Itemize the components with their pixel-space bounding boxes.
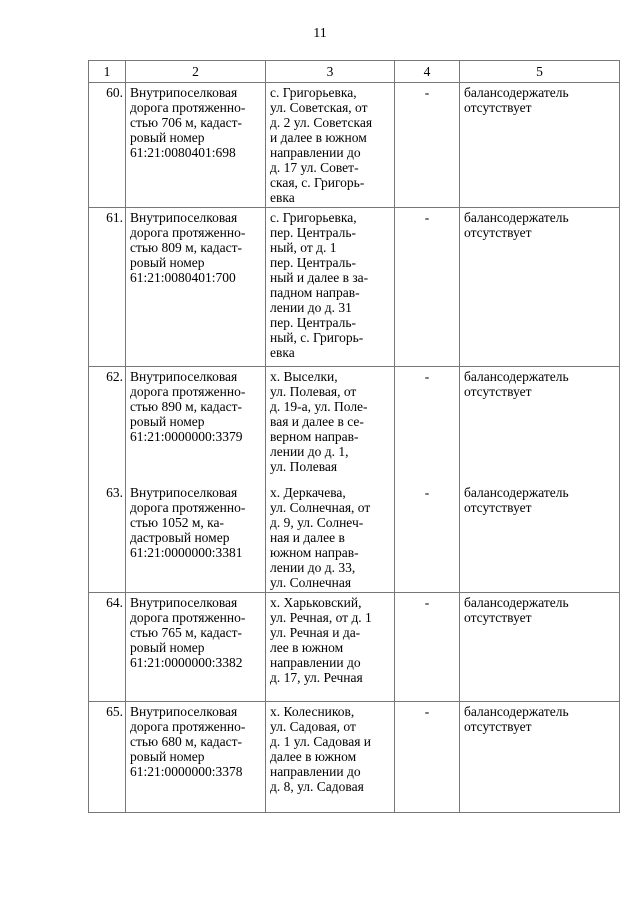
row-number: 63. bbox=[89, 483, 126, 593]
row-number: 61. bbox=[89, 208, 126, 367]
road-location: х. Выселки, ул. Полевая, от д. 19-а, ул. Поле- вая и далее в се- верном направ- лении до д. 1, ул. Полевая bbox=[266, 367, 395, 483]
road-description: Внутрипоселковая дорога протяженно- стью 706 м, кадаст- ровый номер 61:21:0080401:698 bbox=[126, 83, 266, 208]
road-description: Внутрипоселковая дорога протяженно- стью 809 м, кадаст- ровый номер 61:21:0080401:700 bbox=[126, 208, 266, 367]
balance-holder: балансодержатель отсутствует bbox=[460, 592, 620, 701]
column-4-value: - bbox=[395, 701, 460, 812]
column-header-2: 2 bbox=[126, 61, 266, 83]
column-4-value: - bbox=[395, 208, 460, 367]
column-4-value: - bbox=[395, 83, 460, 208]
table-row bbox=[89, 701, 620, 812]
balance-holder: балансодержатель отсутствует bbox=[460, 83, 620, 208]
road-location: с. Григорьевка, пер. Централь- ный, от д. 1 пер. Централь- ный и далее в за- падном направ- лении до д. 31 пер. Централь- ный, с. Григорь- евка bbox=[266, 208, 395, 367]
table-header-row bbox=[89, 61, 620, 83]
row-number: 64. bbox=[89, 592, 126, 701]
road-description: Внутрипоселковая дорога протяженно- стью 890 м, кадаст- ровый номер 61:21:0000000:3379 bbox=[126, 367, 266, 483]
road-location: с. Григорьевка, ул. Советская, от д. 2 ул. Советская и далее в южном направлении до д. 17 ул. Совет- ская, с. Григорь- евка bbox=[266, 83, 395, 208]
column-header-4: 4 bbox=[395, 61, 460, 83]
road-description: Внутрипоселковая дорога протяженно- стью 1052 м, ка- дастровый номер 61:21:0000000:3381 bbox=[126, 483, 266, 593]
row-number: 62. bbox=[89, 367, 126, 483]
row-number: 65. bbox=[89, 701, 126, 812]
column-header-5: 5 bbox=[460, 61, 620, 83]
table-row bbox=[89, 83, 620, 208]
roads-table bbox=[88, 60, 620, 813]
road-location: х. Харьковский, ул. Речная, от д. 1 ул. Речная и да- лее в южном направлении до д. 17, ул. Речная bbox=[266, 592, 395, 701]
row-number: 60. bbox=[89, 83, 126, 208]
balance-holder: балансодержатель отсутствует bbox=[460, 483, 620, 593]
column-header-3: 3 bbox=[266, 61, 395, 83]
table-row bbox=[89, 208, 620, 367]
balance-holder: балансодержатель отсутствует bbox=[460, 367, 620, 483]
road-location: х. Колесников, ул. Садовая, от д. 1 ул. Садовая и далее в южном направлении до д. 8, ул. Садовая bbox=[266, 701, 395, 812]
column-header-1: 1 bbox=[89, 61, 126, 83]
road-description: Внутрипоселковая дорога протяженно- стью 765 м, кадаст- ровый номер 61:21:0000000:3382 bbox=[126, 592, 266, 701]
road-description: Внутрипоселковая дорога протяженно- стью 680 м, кадаст- ровый номер 61:21:0000000:3378 bbox=[126, 701, 266, 812]
balance-holder: балансодержатель отсутствует bbox=[460, 208, 620, 367]
balance-holder: балансодержатель отсутствует bbox=[460, 701, 620, 812]
table-row bbox=[89, 367, 620, 483]
column-4-value: - bbox=[395, 367, 460, 483]
column-4-value: - bbox=[395, 592, 460, 701]
road-location: х. Деркачева, ул. Солнечная, от д. 9, ул. Солнеч- ная и далее в южном направ- лении до д. 33, ул. Солнечная bbox=[266, 483, 395, 593]
table-row bbox=[89, 592, 620, 701]
page-number: 11 bbox=[313, 26, 327, 41]
column-4-value: - bbox=[395, 483, 460, 593]
table-row bbox=[89, 483, 620, 593]
